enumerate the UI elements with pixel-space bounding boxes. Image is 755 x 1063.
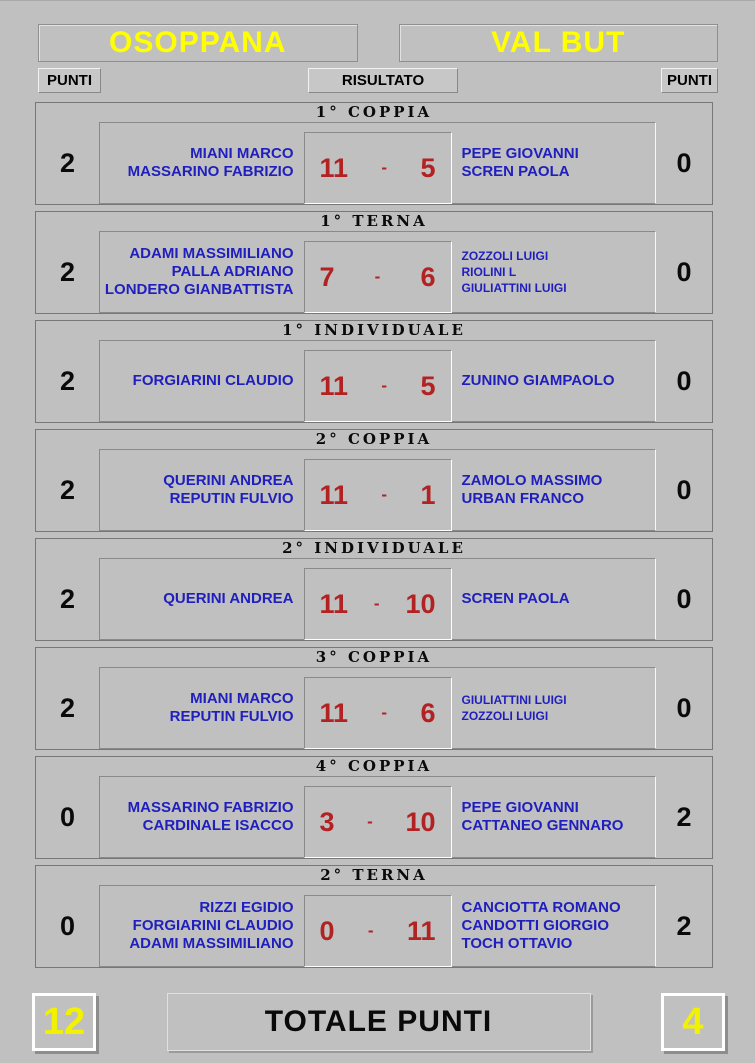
- match-title: 2° INDIVIDUALE: [282, 539, 466, 557]
- player-name: FORGIARINI CLAUDIO: [132, 917, 294, 935]
- players-left: [100, 886, 304, 966]
- match-points-left: 0: [59, 910, 76, 941]
- match-inner-box: [99, 776, 656, 858]
- match-inner-box: [99, 885, 656, 967]
- score-box: [304, 459, 452, 531]
- player-name: URBAN FRANCO: [461, 490, 584, 507]
- score-left: 11: [319, 152, 349, 183]
- score-box: [304, 786, 452, 858]
- match-section: [35, 865, 713, 968]
- players-left: [100, 668, 304, 748]
- score-separator: -: [373, 594, 380, 613]
- total-points-label: TOTALE PUNTI: [167, 993, 591, 1051]
- match-title: 4° COPPIA: [315, 757, 433, 775]
- player-name: RIOLINI L: [461, 264, 517, 279]
- score-right: 1: [420, 479, 436, 510]
- score-left: 11: [319, 697, 349, 728]
- match-points-right: 2: [676, 801, 692, 832]
- match-points-right: 0: [676, 365, 692, 396]
- player-name: FORGIARINI CLAUDIO: [132, 372, 294, 390]
- score-box: [304, 677, 452, 749]
- score-left: 7: [319, 261, 335, 292]
- score-box: [304, 568, 452, 640]
- match-points-left: 2: [59, 474, 76, 505]
- players-right: [452, 232, 656, 312]
- player-name: MIANI MARCO: [190, 145, 294, 163]
- player-name: GIULIATTINI LUIGI: [461, 281, 567, 296]
- players-right: [452, 668, 656, 748]
- player-name: SCREN PAOLA: [461, 590, 570, 608]
- score-right: 10: [405, 588, 436, 619]
- match-body: [36, 667, 712, 749]
- score-separator: -: [367, 812, 373, 831]
- match-body: [36, 558, 712, 640]
- player-name: QUERINI ANDREA: [163, 472, 294, 490]
- score-separator: -: [381, 158, 388, 177]
- total-points-left: 12: [32, 993, 96, 1051]
- match-body: [36, 885, 712, 967]
- player-name: CARDINALE ISACCO: [142, 817, 294, 834]
- match-inner-box: [99, 558, 656, 640]
- score-separator: -: [367, 921, 374, 940]
- match-section: [35, 756, 713, 859]
- total-points-right: 4: [661, 993, 725, 1051]
- players-right: [452, 559, 656, 639]
- player-name: MASSARINO FABRIZIO: [127, 799, 294, 817]
- match-title: 1° TERNA: [320, 212, 428, 230]
- match-inner-box: [99, 231, 656, 313]
- score-separator: -: [381, 703, 388, 722]
- match-title: 3° COPPIA: [315, 648, 433, 666]
- team-header-row: [38, 24, 718, 62]
- score-right: 5: [420, 152, 436, 183]
- score-left: 11: [319, 370, 349, 401]
- punti-label-left: PUNTI: [38, 68, 101, 93]
- player-name: PALLA ADRIANO: [171, 263, 294, 281]
- player-name: MIANI MARCO: [190, 690, 294, 708]
- player-name: CATTANEO GENNARO: [461, 817, 624, 834]
- match-points-right: 0: [676, 147, 692, 178]
- player-name: ZOZZOLI LUIGI: [461, 248, 549, 263]
- score-right: 6: [420, 697, 436, 728]
- players-right: [452, 123, 656, 203]
- score-left: 11: [319, 479, 349, 510]
- score-right: 10: [405, 806, 436, 837]
- match-title: 2° TERNA: [320, 866, 428, 884]
- score-box: [304, 132, 452, 204]
- match-points-right: 0: [676, 256, 692, 287]
- score-separator: -: [381, 485, 388, 504]
- match-body: [36, 776, 712, 858]
- players-left: [100, 232, 304, 312]
- match-points-left: 2: [59, 583, 76, 614]
- players-left: [100, 341, 304, 421]
- players-right: [452, 777, 656, 857]
- matches-list: [0, 102, 755, 968]
- players-left: [100, 123, 304, 203]
- score-left: 3: [319, 806, 335, 837]
- team-name-left: OSOPPANA: [38, 24, 358, 62]
- player-name: MASSARINO FABRIZIO: [127, 163, 294, 180]
- risultato-label: RISULTATO: [308, 68, 458, 93]
- player-name: ADAMI MASSIMILIANO: [129, 934, 294, 952]
- match-body: [36, 231, 712, 313]
- match-section: [35, 211, 713, 314]
- punti-label-right: PUNTI: [661, 68, 718, 93]
- score-right: 5: [420, 370, 436, 401]
- match-points-left: 0: [59, 801, 76, 832]
- players-right: [452, 450, 656, 530]
- match-body: [36, 449, 712, 531]
- match-title: 1° COPPIA: [315, 103, 433, 121]
- player-name: RIZZI EGIDIO: [199, 899, 294, 917]
- score-box: [304, 350, 452, 422]
- player-name: ZUNINO GIAMPAOLO: [461, 372, 615, 390]
- match-points-right: 0: [676, 474, 692, 505]
- score-box: [304, 241, 452, 313]
- player-name: SCREN PAOLA: [461, 163, 570, 180]
- match-section: [35, 538, 713, 641]
- player-name: ADAMI MASSIMILIANO: [129, 245, 294, 263]
- player-name: ZAMOLO MASSIMO: [461, 472, 603, 490]
- player-name: GIULIATTINI LUIGI: [461, 692, 567, 707]
- match-points-left: 2: [59, 256, 76, 287]
- match-inner-box: [99, 122, 656, 204]
- totals-row: [32, 993, 725, 1051]
- players-left: [100, 450, 304, 530]
- match-title: 1° INDIVIDUALE: [282, 321, 466, 339]
- player-name: PEPE GIOVANNI: [461, 799, 579, 817]
- match-body: [36, 122, 712, 204]
- score-box: [304, 895, 452, 967]
- score-left: 11: [319, 588, 349, 619]
- match-points-left: 2: [59, 365, 76, 396]
- match-section: [35, 102, 713, 205]
- match-inner-box: [99, 667, 656, 749]
- players-left: [100, 559, 304, 639]
- match-section: [35, 320, 713, 423]
- match-inner-box: [99, 340, 656, 422]
- score-left: 0: [319, 915, 335, 946]
- players-right: [452, 341, 656, 421]
- match-points-right: 2: [676, 910, 692, 941]
- player-name: QUERINI ANDREA: [163, 590, 294, 608]
- player-name: ZOZZOLI LUIGI: [461, 709, 549, 723]
- players-left: [100, 777, 304, 857]
- player-name: REPUTIN FULVIO: [169, 490, 294, 507]
- match-body: [36, 340, 712, 422]
- match-points-left: 2: [59, 147, 76, 178]
- score-right: 11: [406, 915, 436, 946]
- player-name: CANDOTTI GIORGIO: [461, 917, 609, 935]
- team-name-right: VAL BUT: [399, 24, 719, 62]
- match-inner-box: [99, 449, 656, 531]
- match-section: [35, 429, 713, 532]
- player-name: REPUTIN FULVIO: [169, 708, 294, 725]
- player-name: LONDERO GIANBATTISTA: [104, 280, 294, 298]
- player-name: CANCIOTTA ROMANO: [461, 899, 621, 917]
- column-labels-row: [38, 68, 718, 93]
- player-name: PEPE GIOVANNI: [461, 145, 579, 163]
- player-name: TOCH OTTAVIO: [461, 934, 573, 952]
- players-right: [452, 886, 656, 966]
- match-title: 2° COPPIA: [315, 430, 433, 448]
- score-separator: -: [381, 376, 388, 395]
- score-separator: -: [374, 267, 381, 286]
- match-points-left: 2: [59, 692, 76, 723]
- match-points-right: 0: [676, 692, 692, 723]
- score-right: 6: [420, 261, 436, 292]
- match-section: [35, 647, 713, 750]
- match-points-right: 0: [676, 583, 692, 614]
